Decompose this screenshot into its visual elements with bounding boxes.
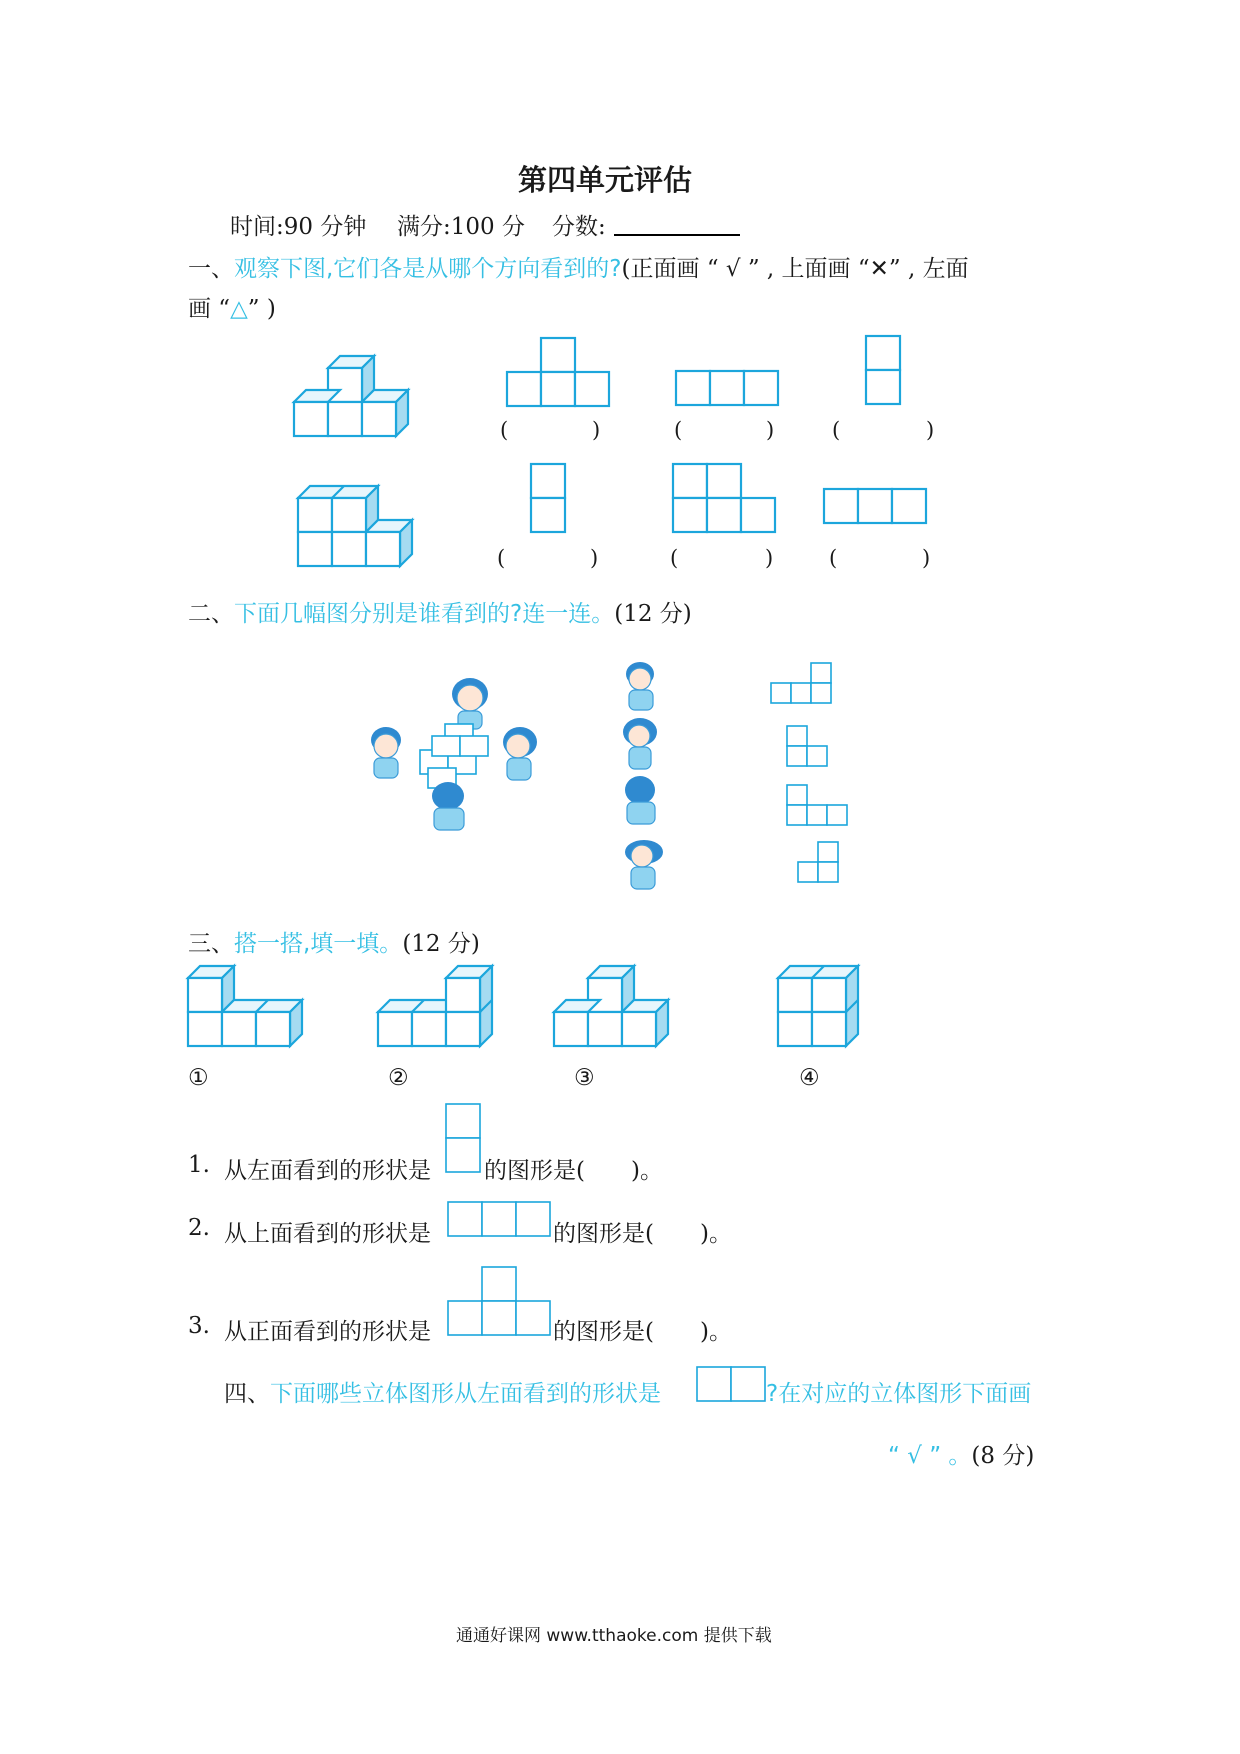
- answer-paren-2-close: ): [766, 418, 775, 442]
- score-label: 分数:: [552, 214, 606, 240]
- full-score-info: 满分:100 分: [397, 214, 525, 240]
- footer-source: 通通好课网 www.tthaoke.com 提供下载: [456, 1626, 772, 1646]
- child-right-icon: [503, 727, 537, 780]
- answer-paren-4-close: ): [590, 546, 599, 570]
- answer-paren-5-open: (: [670, 546, 679, 570]
- question-2-number: 2.: [188, 1215, 210, 1241]
- section1-number: 一、: [188, 256, 234, 282]
- section4-points: (8 分): [971, 1443, 1035, 1469]
- section1-prompt: 观察下图,它们各是从哪个方向看到的?: [234, 256, 622, 282]
- solid-figure-b: [374, 958, 498, 1050]
- section2-number: 二、: [188, 601, 234, 627]
- section3-prompt: 搭一搭,填一填。: [234, 931, 403, 957]
- answer-paren-5-close: ): [765, 546, 774, 570]
- section4-prompt-b: ?在对应的立体图形下面画: [766, 1381, 1032, 1407]
- child-bottom-icon: [432, 782, 464, 830]
- section4-shape: [696, 1366, 766, 1402]
- section4-mark: “ √ ” 。: [888, 1443, 972, 1469]
- answer-paren-1-close: ): [592, 418, 601, 442]
- solid-figure-1: [290, 348, 420, 440]
- view-shape-3: [864, 334, 902, 406]
- section2-points: (12 分): [614, 601, 692, 627]
- figure-label-4: ④: [799, 1065, 820, 1091]
- section4-line2: [888, 1437, 1034, 1470]
- answer-paren-1-open: (: [500, 418, 509, 442]
- section2-prompt: 下面几幅图分别是谁看到的?连一连。: [234, 601, 615, 627]
- section1-rule-line2-end: ” ): [247, 296, 276, 322]
- section3-number: 三、: [188, 931, 234, 957]
- solid-figure-a: [184, 958, 304, 1050]
- solid-figure-c: [550, 958, 674, 1050]
- child-top-icon: [452, 678, 488, 729]
- answer-paren-3-close: ): [926, 418, 935, 442]
- child-girl-side-icon: [618, 838, 672, 894]
- children-around-cubes-illustration: [360, 674, 546, 834]
- view-shape-1: [505, 336, 611, 408]
- question-2-text-a: 从上面看到的形状是: [224, 1221, 431, 1247]
- section1-rule-line2: 画 “: [188, 296, 231, 322]
- section2-heading: [188, 595, 692, 628]
- answer-paren-6-open: (: [829, 546, 838, 570]
- question-2-text-b: 的图形是( )。: [553, 1221, 732, 1247]
- figure-label-2: ②: [388, 1065, 409, 1091]
- view-shape-4: [529, 462, 567, 534]
- section3-points: (12 分): [402, 931, 480, 957]
- solid-figure-d: [774, 958, 864, 1050]
- section1-rule: (正面画 “ √ ” , 上面画 “: [621, 256, 870, 282]
- question-3-text-a: 从正面看到的形状是: [224, 1319, 431, 1345]
- time-info: 时间:90 分钟: [230, 214, 367, 240]
- question-3-text-b: 的图形是( )。: [553, 1319, 732, 1345]
- child-left-icon: [371, 727, 401, 778]
- answer-paren-6-close: ): [922, 546, 931, 570]
- section1-rule-end: ” , 左面: [888, 256, 969, 282]
- section4-prompt-a: 下面哪些立体图形从左面看到的形状是: [270, 1381, 661, 1407]
- child-boy-front-icon: [618, 660, 666, 716]
- view-shape-6: [822, 487, 928, 525]
- view-option-4: [797, 841, 841, 883]
- view-shape-5: [671, 462, 777, 534]
- cross-mark-icon: ✕: [869, 256, 889, 282]
- section1-heading: [188, 250, 969, 283]
- question-1-text-b: 的图形是( )。: [484, 1158, 663, 1184]
- question-1-text-a: 从左面看到的形状是: [224, 1158, 431, 1184]
- question-3-number: 3.: [188, 1313, 210, 1339]
- view-option-1: [771, 662, 833, 704]
- question-2-shape: [447, 1201, 551, 1237]
- child-girl-icon: [617, 716, 665, 774]
- score-blank: [614, 234, 740, 236]
- view-option-2: [786, 725, 830, 767]
- section4-heading: [224, 1375, 661, 1408]
- figure-label-3: ③: [574, 1065, 595, 1091]
- question-1-shape: [445, 1103, 483, 1175]
- section1-heading-line2: [188, 290, 276, 323]
- answer-paren-2-open: (: [674, 418, 683, 442]
- triangle-mark-icon: △: [230, 296, 248, 322]
- section3-heading: [188, 925, 480, 958]
- answer-paren-4-open: (: [497, 546, 506, 570]
- view-shape-2: [674, 369, 780, 407]
- page-title: 第四单元评估: [518, 163, 693, 197]
- view-option-3: [786, 784, 850, 826]
- section4-number: 四、: [224, 1381, 270, 1407]
- solid-figure-2: [294, 476, 424, 572]
- question-1-number: 1.: [188, 1152, 210, 1178]
- question-3-shape: [447, 1266, 551, 1336]
- child-boy-back-icon: [618, 772, 666, 828]
- figure-label-1: ①: [188, 1065, 209, 1091]
- answer-paren-3-open: (: [832, 418, 841, 442]
